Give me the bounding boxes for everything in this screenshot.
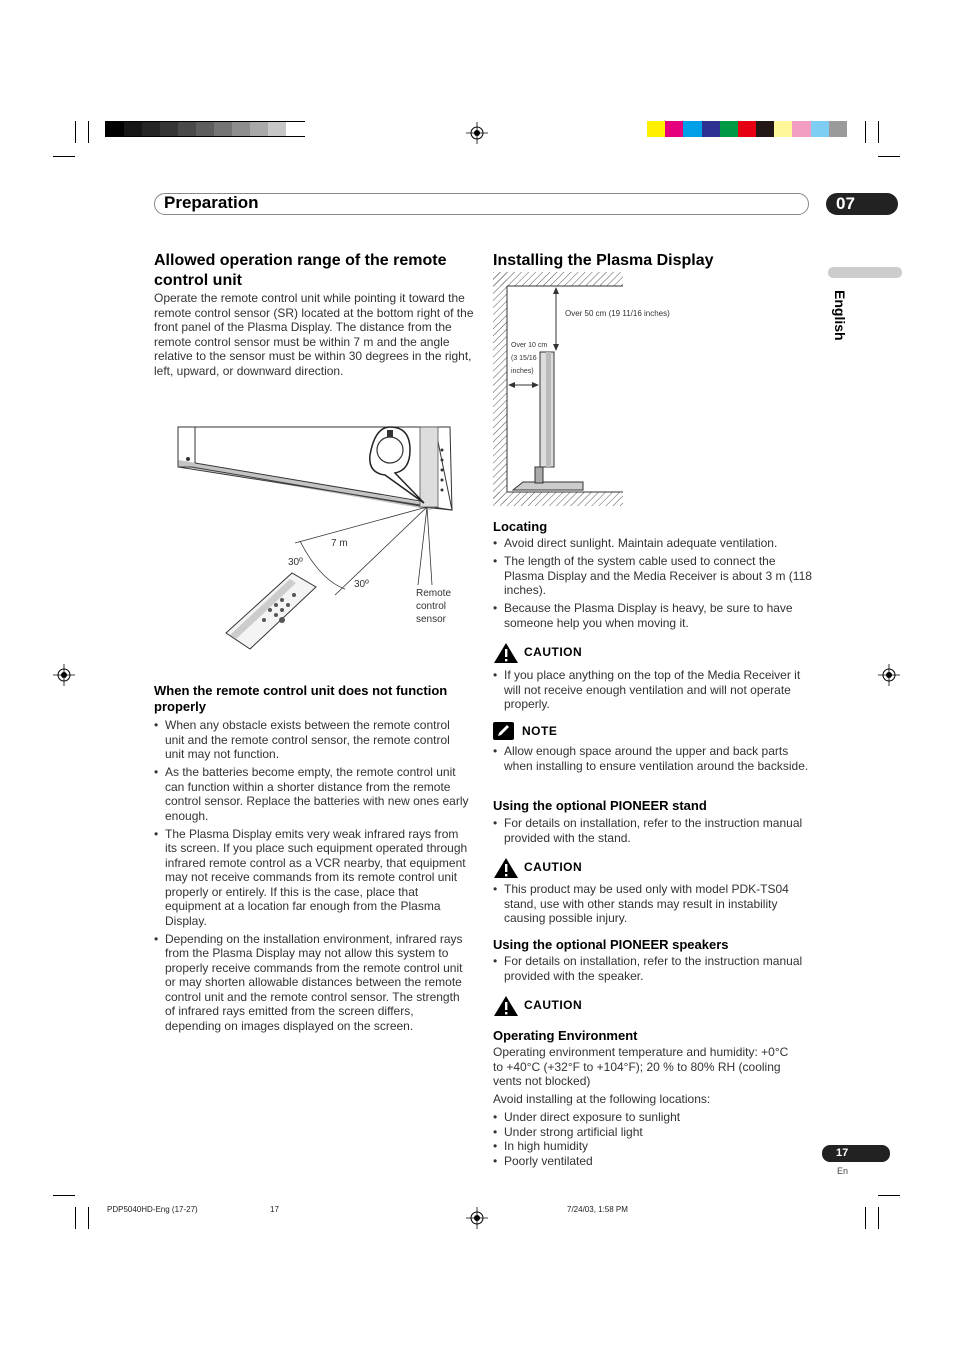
- color-swatch: [829, 121, 848, 137]
- caution-label: CAUTION: [524, 998, 583, 1012]
- installing-heading: Installing the Plasma Display: [493, 252, 714, 269]
- environment-title: Operating Environment: [493, 1028, 638, 1043]
- list-item: • The length of the system cable used to connect the Plasma Display and the Media Receiver is about 3 m (118 inches).: [493, 554, 813, 598]
- list-item: • For details on installation, refer to the instruction manual provided with the stand.: [493, 816, 813, 845]
- caution-label: CAUTION: [524, 645, 583, 659]
- environment-list: [493, 1110, 793, 1168]
- color-swatch: [178, 122, 197, 136]
- warning-triangle-icon: [493, 995, 519, 1017]
- language-tab: [828, 267, 902, 278]
- environment-avoid-text: Avoid installing at the following locations:: [493, 1092, 711, 1106]
- color-swatch: [196, 122, 215, 136]
- language-label: English: [832, 290, 848, 341]
- color-swatch: [214, 122, 233, 136]
- locating-title: Locating: [493, 519, 548, 534]
- environment-text: Operating environment temperature and humidity: +0°C to +40°C (+32°F to +104°F); 20 % to 80% RH (cooling vents not blocked): [493, 1045, 789, 1088]
- crop-mark: [878, 1207, 879, 1229]
- color-swatch: [756, 121, 775, 137]
- crop-mark: [88, 121, 89, 143]
- color-swatch: [738, 121, 757, 137]
- troubleshoot-list: [154, 718, 472, 1037]
- color-swatch: [268, 122, 287, 136]
- color-swatch: [811, 121, 830, 137]
- warning-triangle-icon: [493, 642, 519, 664]
- note-list: [493, 744, 813, 777]
- stand-title: Using the optional PIONEER stand: [493, 798, 707, 813]
- color-swatch: [250, 122, 269, 136]
- remote-range-intro: Operate the remote control unit while pointing it toward the remote control sensor (SR) located at the bottom right of the front panel of the Plasma Display. The distance from the remote control sensor must be within 7 m and the angle relative to the sensor must be within 30 degrees in the right, left, upward, or downward direction.: [154, 291, 474, 378]
- top-clearance-label: Over 50 cm (19 11/16 inches): [565, 309, 670, 318]
- footer-file-name: PDP5040HD-Eng (17-27): [107, 1205, 198, 1214]
- crop-mark: [878, 156, 900, 157]
- list-item: • Under strong artificial light: [493, 1125, 793, 1140]
- list-item: • Depending on the installation environment, infrared rays from the Plasma Display may not allow this system to properly receive commands from the remote control unit or may shorten allowable distances between the remote control unit and the remote control sensor. The strength of infrared rays emitted from the screen differs, depending on images displayed on the screen.: [154, 932, 472, 1034]
- list-item: • For details on installation, refer to the instruction manual provided with the speaker.: [493, 954, 813, 983]
- speakers-list: [493, 954, 813, 987]
- footer-file-page: 17: [270, 1205, 279, 1214]
- list-item: • The Plasma Display emits very weak infrared rays from its screen. If you place such equipment operated through infrared remote control as a VCR nearby, that equipment may not receive commands from its remote control unit properly or entirely. If this is the case, place that equipment at a location far enough from the Plasma Display.: [154, 827, 472, 929]
- footer-date: 7/24/03, 1:58 PM: [567, 1205, 628, 1214]
- remote-range-figure: [170, 415, 470, 655]
- registration-mark-icon: [53, 664, 75, 686]
- crop-mark: [75, 121, 76, 143]
- crop-mark: [53, 156, 75, 157]
- section-title: Preparation: [164, 193, 259, 212]
- speakers-title: Using the optional PIONEER speakers: [493, 937, 729, 952]
- crop-mark: [865, 121, 866, 143]
- color-swatch: [792, 121, 811, 137]
- crop-mark: [75, 1207, 76, 1229]
- color-swatch: [720, 121, 739, 137]
- locating-list: [493, 536, 813, 634]
- warning-triangle-icon: [493, 857, 519, 879]
- angle-right-label: 30º: [354, 579, 369, 590]
- list-item: • This product may be used only with model PDK-TS04 stand, use with other stands may result in instability causing possible injury.: [493, 882, 813, 926]
- list-item: • Avoid direct sunlight. Maintain adequate ventilation.: [493, 536, 813, 551]
- troubleshoot-subheading: When the remote control unit does not function properly: [154, 683, 448, 714]
- stand-list: [493, 816, 813, 849]
- registration-mark-icon: [466, 122, 488, 144]
- crop-mark: [53, 1195, 75, 1196]
- color-swatch: [683, 121, 702, 137]
- list-item: • Under direct exposure to sunlight: [493, 1110, 793, 1125]
- side-clearance-label-2: (3 15/16: [511, 355, 537, 362]
- sensor-label-line3: sensor: [416, 614, 447, 625]
- color-swatch: [124, 122, 143, 136]
- side-clearance-label-3: inches): [511, 368, 534, 375]
- color-swatch: [647, 121, 666, 137]
- color-swatch: [232, 122, 251, 136]
- side-clearance-label-1: Over 10 cm: [511, 342, 548, 349]
- color-swatch: [142, 122, 161, 136]
- caution-list: [493, 668, 813, 715]
- color-swatch: [702, 121, 721, 137]
- crop-mark: [878, 121, 879, 143]
- list-item: • In high humidity: [493, 1139, 793, 1154]
- color-bar: [647, 121, 847, 137]
- crop-mark: [88, 1207, 89, 1229]
- crop-mark: [878, 1195, 900, 1196]
- list-item: • Because the Plasma Display is heavy, be sure to have someone help you when moving it.: [493, 601, 813, 630]
- grayscale-bar: [105, 121, 305, 137]
- distance-label: 7 m: [331, 538, 348, 549]
- installation-clearance-figure: [493, 272, 813, 507]
- color-swatch: [160, 122, 179, 136]
- list-item: • Allow enough space around the upper and back parts when installing to ensure ventilation around the backside.: [493, 744, 813, 773]
- sensor-label-line1: Remote: [416, 588, 452, 599]
- page-number-badge: 17: [822, 1145, 890, 1162]
- color-swatch: [665, 121, 684, 137]
- chapter-number-badge: 07: [826, 193, 898, 215]
- list-item: • Poorly ventilated: [493, 1154, 793, 1169]
- registration-mark-icon: [878, 664, 900, 686]
- caution-label: CAUTION: [524, 860, 583, 874]
- caution-list: [493, 882, 813, 929]
- registration-mark-icon: [466, 1207, 488, 1229]
- color-swatch: [286, 122, 305, 136]
- list-item: • When any obstacle exists between the remote control unit and the remote control sensor, the remote control unit may not function.: [154, 718, 472, 762]
- language-code: En: [837, 1166, 849, 1176]
- crop-mark: [865, 1207, 866, 1229]
- color-swatch: [774, 121, 793, 137]
- sensor-label-line2: control: [416, 601, 447, 612]
- note-pencil-icon: [493, 722, 514, 740]
- note-label: NOTE: [522, 724, 558, 738]
- list-item: • As the batteries become empty, the remote control unit can function within a shorter distance from the remote control sensor. Replace the batteries with new ones early enough.: [154, 765, 472, 823]
- list-item: • If you place anything on the top of the Media Receiver it will not receive enough ventilation and will not operate properly.: [493, 668, 813, 712]
- remote-range-heading: Allowed operation range of the remote control unit: [154, 252, 447, 289]
- angle-left-label: 30º: [288, 557, 303, 568]
- remote-control-icon: [226, 573, 316, 649]
- color-swatch: [106, 122, 125, 136]
